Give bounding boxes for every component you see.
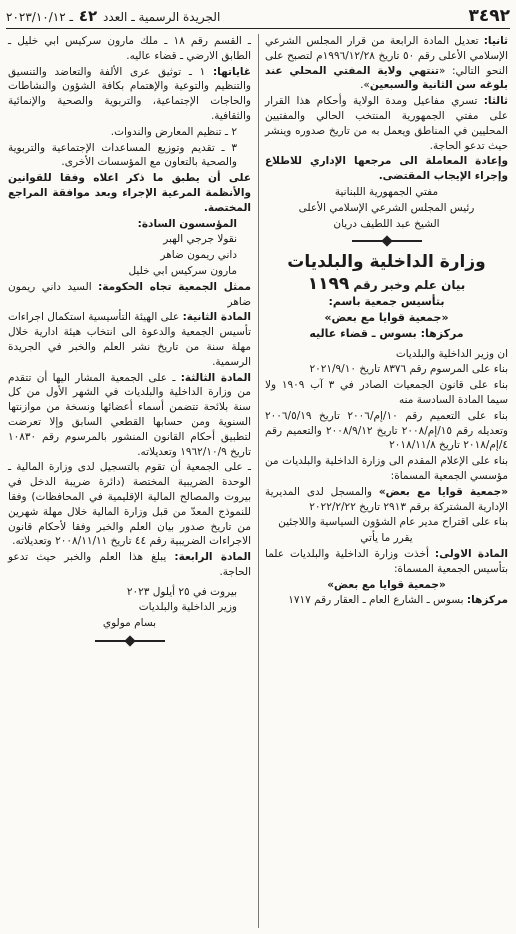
minister-intro: ان وزير الداخلية والبلديات	[395, 347, 508, 360]
article-3-text: ـ على الجمعية المشار اليها أن تتقدم من وزارة الداخلية والبلديات في الشهر الأول من كل سنة بلائحة تتضمن أسماء أعضائها ونسخة من موازنتها السنوية ومن حسابها القطعي السابق وإلا تعرضت لتطبيق أحكام القانون المنشور بالمرسوم رقم ١٠٨٣٠ تاريخ ١٩٦٢/١٠/٩ وتعديلاته.	[8, 371, 251, 458]
left-column	[8, 34, 251, 930]
applicable-clause: على أن يطبق ما ذكر اعلاه وفقا للقوانين والأنظمة المرعية الإجراء وبعد موافقة المراجع المختصة.	[8, 172, 251, 214]
decision-subject: بتأسيس جمعية باسم:	[328, 295, 445, 309]
signature-title-2: رئيس المجلس الشرعي الإسلامي الأعلى	[298, 201, 475, 214]
article-4-text: يبلغ هذا العلم والخبر حيث تدعو الحاجة.	[8, 551, 251, 578]
ministry-heading: وزارة الداخلية والبلديات	[287, 252, 486, 273]
goal-2: ٢ ـ تنظيم المعارض والندوات.	[110, 125, 237, 138]
article-1-hq-text: بسوس ـ الشارع العام ـ العقار رقم ١٧١٧	[288, 594, 467, 607]
article-4	[8, 550, 251, 580]
end-separator	[95, 637, 165, 645]
founder-1: نقولا جرجي الهبر	[163, 233, 237, 246]
minister-title: وزير الداخلية والبلديات	[138, 601, 237, 614]
gazette-issue-line	[6, 7, 220, 25]
decision-number: ١١٩٩	[307, 274, 350, 295]
para-forward: وإعادة المعاملة الى مرجعها الإداري للاطلاع وإجراء الإيجاب المقتضى.	[265, 155, 508, 183]
para-second-end: ».	[360, 79, 370, 92]
para-second	[265, 34, 508, 93]
article-3-title: المادة الثالثة:	[180, 371, 251, 384]
issue-number: ٤٢	[78, 7, 98, 25]
para-third-text: تسري مفاعيل ومدة الولاية وأحكام هذا القرار على مفتي الجمهورية المنتخب الحالي والمفتيين المحليين في المناطق ويعمل به من تاريخ صدوره وينشر حيث تدعو الحاجة.	[265, 95, 508, 152]
para-second-bold: تنتهي ولاية المفتي المحلي عند بلوغه سن الثانية والسبعين	[265, 64, 508, 92]
goal-3: ٣ ـ تقديم وتوزيع المساعدات الإجتماعية والتربوية والصحية بالتعاون مع المؤسسات الأخرى.	[8, 141, 237, 169]
signature-name: الشيخ عبد اللطيف دريان	[333, 217, 440, 230]
para-second-text: تعديل المادة الرابعة من قرار المجلس الشرعي الإسلامي الأعلى رقم ٥٠ تاريخ ١٩٩٦/١٢/٢٨م لتصبح على النحو التالي: «	[265, 35, 508, 77]
founder-2: داني ريمون ضاهر	[160, 249, 237, 262]
article-3-b: ـ على الجمعية أن تقوم بالتسجيل لدى وزارة المالية ـ الوحدة الضريبية المختصة (دائرة ضريبة الدخل في بيروت والمصالح المالية الإقليمية في المحافظات) وفقا للنموذج المعدّ من قبل وزارة المالية خلال مهلة شهرين من تاريخ صدور بيان العلم والخبر وفقا لأحكام قانون الاجراءات الضريبية رقم ٤٤ تاريخ ٢٠٠٨/١١/١١ وتعديلاته.	[8, 461, 251, 548]
based-on-4-end: والمسجل لدى المديرية الإدارية المشتركة برقم ٢٩١٣ تاريخ ٢٠٢٢/٢/٢٢	[265, 485, 508, 513]
association-hq: مركزها: بسوس ـ قضاء عاليه	[309, 326, 464, 340]
based-on-1: بناء على المرسوم رقم ٨٣٧٦ تاريخ ٢٠٢١/٩/١٠	[309, 363, 508, 376]
place-date: بيروت في ٢٥ أيلول ٢٠٢٣	[126, 585, 237, 598]
based-on-3: بناء على التعميم رقم ١٠/إم/٢٠٠٦ تاريخ ٢٠٠٦/٥/١٩ وتعديله رقم ١٥/إم/٢٠٠٨ تاريخ ٢٠٠٨/٩/١٢ والتعميم رقم ٤/إم/٢٠١٨ تاريخ ٢٠١٨/١١/٨	[265, 409, 508, 452]
article-1	[265, 547, 508, 577]
page-header	[6, 4, 510, 29]
article-2	[8, 310, 251, 369]
signature-title-1: مفتي الجمهورية اللبنانية	[334, 185, 439, 198]
founder-3: مارون سركيس ابي خليل	[128, 264, 237, 277]
decision-heading	[265, 274, 508, 295]
para-third	[265, 94, 508, 153]
hq-continuation: ـ القسم رقم ١٨ ـ ملك مارون سركيس ابي خليل ـ الطابق الارضي ـ قضاء عاليه.	[8, 35, 252, 62]
minister-name: بسام مولوي	[102, 617, 157, 630]
para-third-title: ثالثا:	[483, 95, 508, 108]
based-on-5: بناء على اقتراح مدير عام الشؤون السياسية واللاجئين	[278, 516, 508, 529]
article-2-title: المادة الثانية:	[182, 311, 251, 324]
article-2-text: على الهيئة التأسيسية استكمال اجراءات تأسيس الجمعية والدعوة الى انتخاب هيئة ادارية خلال مهلة سنة من تاريخ نشر العلم والخبر في الجريدة الرسمية.	[8, 311, 251, 368]
decides-line: يقرر ما يأتي	[360, 532, 413, 545]
article-1-hq-label: مركزها:	[466, 594, 508, 607]
representative	[8, 280, 251, 310]
representative-name: السيد داني ريمون ضاهر	[8, 280, 251, 308]
issue-date: ـ ٢٠٢٣/١٠/١٢	[6, 10, 73, 24]
article-1-name: «جمعية قوايا مع بعض»	[327, 578, 446, 591]
founders-title: المؤسسون السادة:	[137, 217, 237, 230]
article-1-text: أخذت وزارة الداخلية والبلديات علما بتأسيس الجمعية المسماة:	[265, 547, 508, 575]
gazette-name: الجريدة الرسمية ـ العدد	[102, 10, 221, 24]
based-on-4: بناء على الإعلام المقدم الى وزارة الداخلية والبلديات من مؤسسي الجمعية المسماة:	[265, 455, 508, 482]
decision-label: بيان علم وخبر رقم	[353, 278, 466, 293]
article-3	[8, 371, 251, 460]
page-number: ٣٤٩٢	[468, 6, 510, 26]
representative-title: ممثل الجمعية تجاه الحكومة:	[98, 280, 251, 293]
article-1-hq	[265, 593, 508, 608]
right-column	[265, 34, 508, 930]
article-4-title: المادة الرابعة:	[174, 551, 252, 564]
based-on-4-cont	[265, 485, 508, 515]
based-on-2: بناء على قانون الجمعيات الصادر في ٣ آب ١٩٠٩ ولا سيما المادة السادسة منه	[265, 379, 508, 406]
goals-title: غاياتها:	[212, 65, 252, 78]
goals-1	[8, 65, 251, 124]
based-on-4-name: «جمعية قوايا مع بعض»	[378, 485, 509, 498]
section-separator	[352, 237, 422, 245]
goal-1-text: ١ ـ توثيق عرى الألفة والتعاضد والتنسيق والتنظيم والتوعية والإهتمام بكافة الشؤون والنشاطات والحاجات الإجتماعية، والتربوية والصحية والإنمائية والثقافية.	[8, 65, 251, 122]
column-divider	[258, 34, 259, 928]
association-name: «جمعية قوايا مع بعض»	[324, 310, 449, 324]
article-1-title: المادة الاولى:	[434, 547, 509, 560]
para-second-title: ثانيا:	[483, 35, 508, 47]
